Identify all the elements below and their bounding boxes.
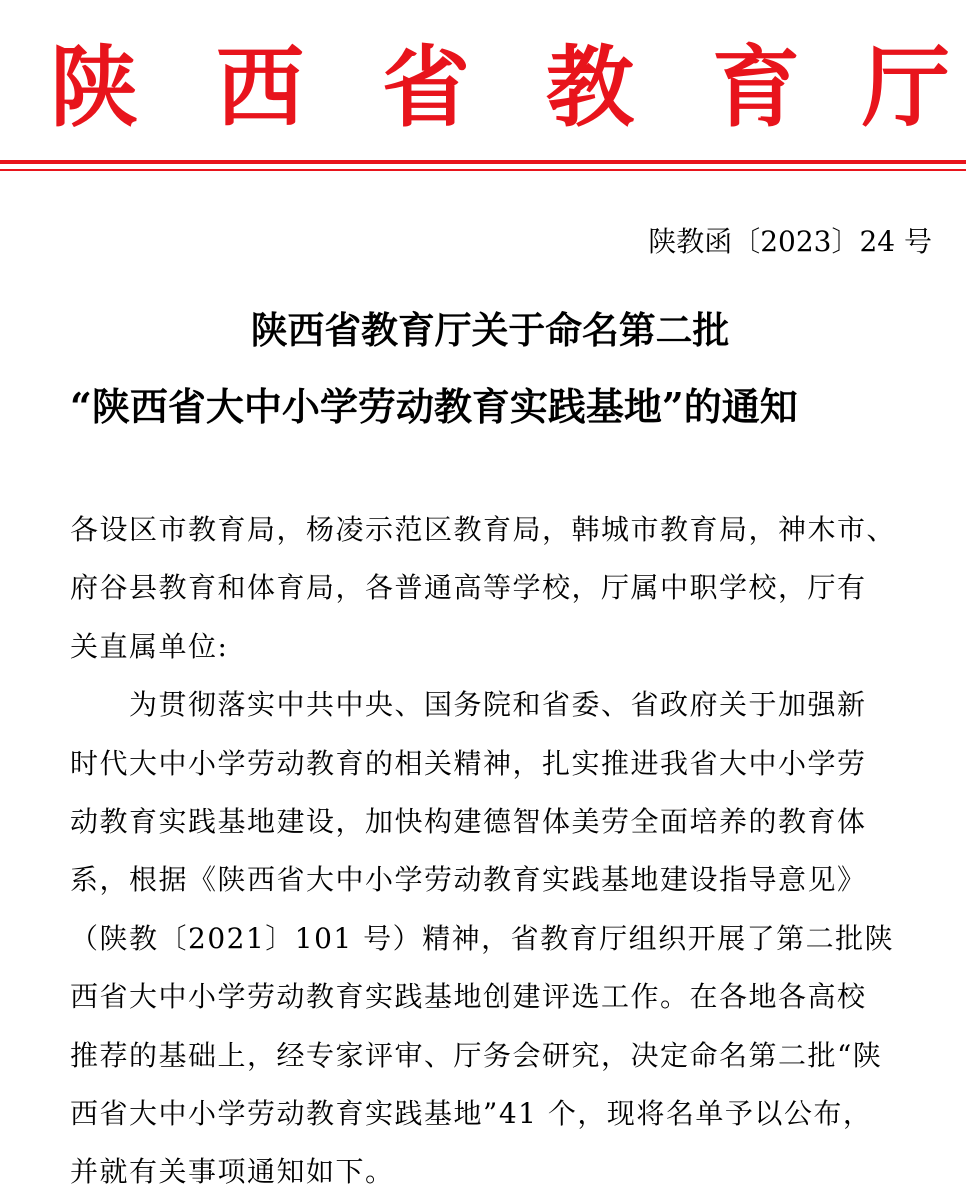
document-number: 陕教函〔2023〕24 号 xyxy=(648,225,932,258)
masthead-char: 西 xyxy=(216,35,305,139)
body-line: 西省大中小学劳动教育实践基地创建评选工作。在各地各高校 xyxy=(70,980,867,1013)
body-line: 为贯彻落实中共中央、国务院和省委、省政府关于加强新 xyxy=(70,688,867,721)
header-rule-thick xyxy=(0,160,966,164)
body-line: 并就有关事项通知如下。 xyxy=(70,1155,395,1188)
body-line: 西省大中小学劳动教育实践基地”41 个，现将名单予以公布， xyxy=(70,1097,873,1130)
body-line: 系，根据《陕西省大中小学劳动教育实践基地建设指导意见》 xyxy=(70,863,867,896)
header-rule-thin xyxy=(0,169,966,171)
title-line-1: 陕西省教育厅关于命名第二批 xyxy=(250,308,730,352)
masthead-char: 育 xyxy=(712,35,801,139)
body-line: 府谷县教育和体育局，各普通高等学校，厅属中职学校，厅有 xyxy=(70,571,867,604)
masthead-char: 陕 xyxy=(50,35,139,139)
body-line: 动教育实践基地建设，加快构建德智体美劳全面培养的教育体 xyxy=(70,805,867,838)
masthead-char: 省 xyxy=(382,35,471,139)
masthead xyxy=(0,32,970,142)
masthead-char: 教 xyxy=(546,35,635,139)
masthead-char: 厅 xyxy=(862,35,951,139)
body-line: 时代大中小学劳动教育的相关精神，扎实推进我省大中小学劳 xyxy=(70,747,867,780)
title-line-2: “陕西省大中小学劳动教育实践基地”的通知 xyxy=(70,384,798,429)
body-line: 各设区市教育局，杨凌示范区教育局，韩城市教育局，神木市、 xyxy=(70,513,897,546)
body-line: 关直属单位: xyxy=(70,630,229,663)
body-line: （陕教〔2021〕101 号）精神，省教育厅组织开展了第二批陕 xyxy=(70,922,895,955)
body-line: 推荐的基础上，经专家评审、厅务会研究，决定命名第二批“陕 xyxy=(70,1039,883,1072)
